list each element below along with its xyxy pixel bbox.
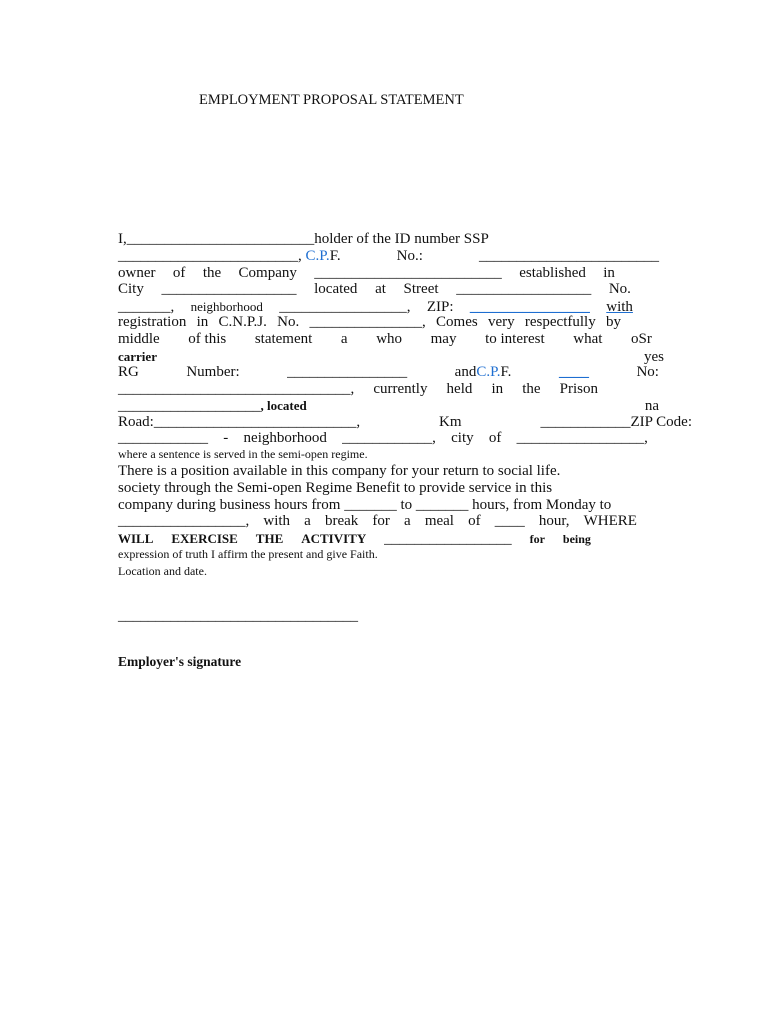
- form-line-7: middle of this statement a who may to interest what oSr: [118, 331, 652, 347]
- cpf-link-2[interactable]: C.P.: [476, 364, 501, 380]
- form-line-17: company during business hours from _______ to _______ hours, from Monday to: [118, 497, 612, 513]
- text-id-holder: I,_________________________holder of the ID number SSP: [118, 231, 489, 247]
- signature-line: ________________________________: [118, 608, 358, 624]
- form-line-5: _______, neighborhood _________________, ZIP: ________________ with: [118, 299, 633, 315]
- form-line-2: ________________________, C.P.F. No.: ________________________: [118, 248, 659, 264]
- text-cpf-group: ________________________, C.P.F.: [118, 248, 341, 264]
- signature-label: Employer's signature: [118, 654, 242, 669]
- cpf-field[interactable]: ____: [558, 364, 589, 380]
- cpf-link[interactable]: C.P.: [305, 248, 330, 264]
- form-line-3: owner of the Company _________________________ established in: [118, 265, 615, 281]
- form-line-11: ___________________, located na: [118, 398, 659, 414]
- form-line-6: registration in C.N.P.J. No. _______________, Comes very respectfully by: [118, 314, 621, 330]
- form-line-4: City __________________ located at Street __________________ No.: [118, 281, 631, 297]
- document-title: EMPLOYMENT PROPOSAL STATEMENT: [199, 92, 464, 108]
- form-line-21: Location and date.: [118, 564, 207, 578]
- form-line-13: ____________ - neighborhood ____________, city of _________________,: [118, 430, 648, 446]
- form-line-10: _______________________________, currently held in the Prison: [118, 381, 598, 397]
- form-line-19: WILL EXERCISE THE ACTIVITY _________________ for being: [118, 531, 591, 547]
- form-line-15: There is a position available in this company for your return to social life.: [118, 463, 561, 479]
- form-line-14: where a sentence is served in the semi-open regime.: [118, 447, 368, 461]
- form-line-8: carrier yes: [118, 349, 664, 365]
- form-line-9: RG Number: ________________ andC.P.F. ____ No:: [118, 364, 659, 380]
- form-line-18: _________________, with a break for a meal of ____ hour, WHERE: [118, 513, 637, 529]
- form-line-1: [118, 231, 663, 248]
- form-line-20: expression of truth I affirm the present and give Faith.: [118, 547, 378, 561]
- form-line-12: Road:___________________________, Km ____________ZIP Code:: [118, 414, 692, 430]
- zip-field[interactable]: ________________: [469, 299, 590, 315]
- form-line-16: society through the Semi-open Regime Benefit to provide service in this: [118, 480, 553, 496]
